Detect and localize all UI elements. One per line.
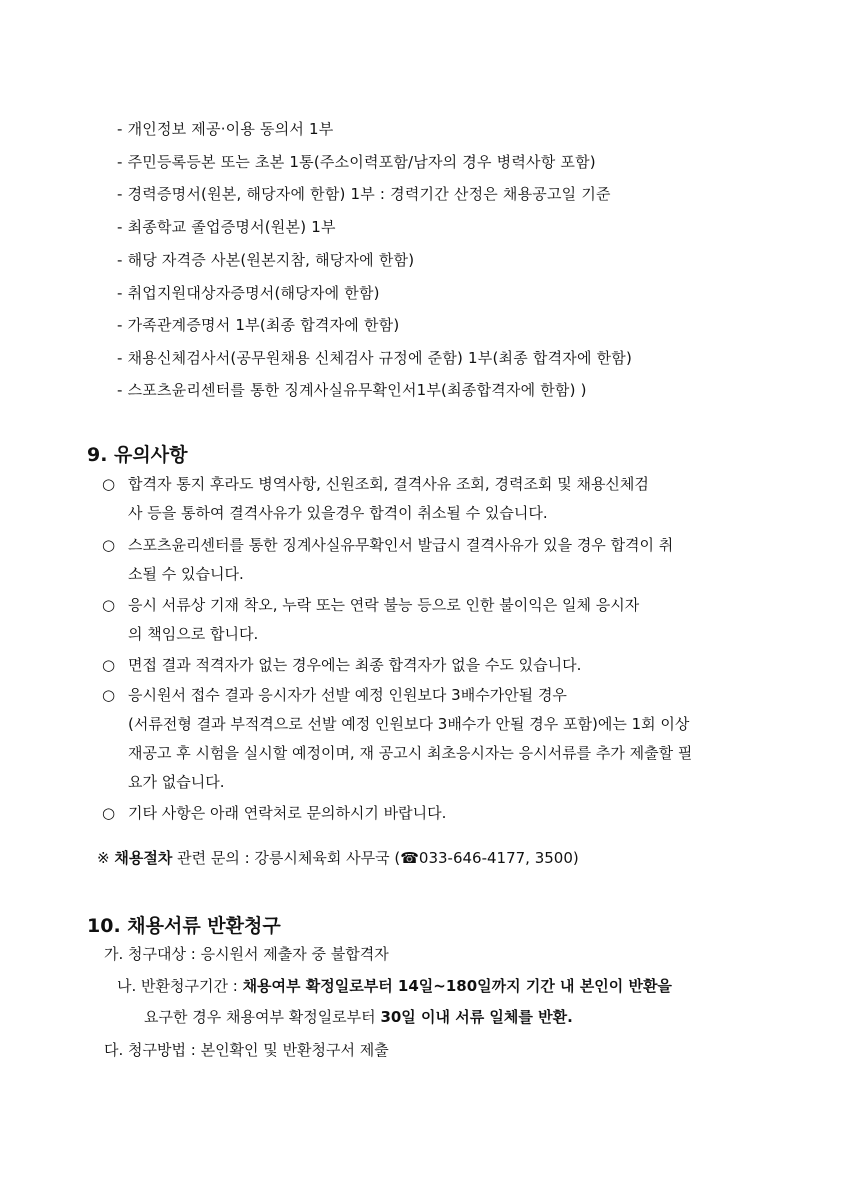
note-item — [102, 681, 792, 797]
circle-bullet-icon: ○ — [102, 536, 116, 554]
list-item: - 취업지원대상자증명서(해당자에 한함) — [117, 284, 380, 302]
return-item-b2-prefix: 요구한 경우 채용여부 확정일로부터 — [144, 1008, 381, 1026]
return-item-b-bold: 채용여부 확정일로부터 14일~180일까지 기간 내 본인이 반환을 — [242, 977, 672, 995]
note-text: 합격자 통지 후라도 병역사항, 신원조회, 결격사유 조회, 경력조회 및 채용신체검 — [128, 475, 649, 493]
return-item-b-cont — [144, 1006, 573, 1027]
circle-bullet-icon: ○ — [102, 475, 116, 493]
note-text: 기타 사항은 아래 연락처로 문의하시기 바랍니다. — [128, 804, 447, 822]
reference-mark-icon: ※ — [97, 849, 110, 867]
circle-bullet-icon: ○ — [102, 804, 116, 822]
section-10-title: 10. 채용서류 반환청구 — [87, 915, 281, 937]
return-item-b2-bold: 30일 이내 서류 일체를 반환. — [380, 1008, 573, 1026]
note-item — [102, 591, 792, 649]
note-text: 응시원서 접수 결과 응시자가 선발 예정 인원보다 3배수가안될 경우 — [128, 686, 567, 704]
return-item-b — [117, 975, 672, 996]
circle-bullet-icon: ○ — [102, 596, 116, 614]
contact-note — [97, 847, 579, 868]
note-text: 면접 결과 적격자가 없는 경우에는 최종 합격자가 없을 수도 있습니다. — [128, 656, 582, 674]
section-9-title: 9. 유의사항 — [87, 444, 188, 466]
list-item: - 스포츠윤리센터를 통한 징계사실유무확인서1부(최종합격자에 한함) ) — [117, 381, 587, 399]
contact-text: 관련 문의 : 강릉시체육회 사무국 (☎033-646-4177, 3500) — [172, 849, 579, 867]
return-item-a: 가. 청구대상 : 응시원서 제출자 중 불합격자 — [104, 945, 389, 963]
contact-bold-label: 채용절차 — [114, 849, 173, 867]
note-text-cont: (서류전형 결과 부적격으로 선발 예정 인원보다 3배수가 안될 경우 포함)에는 1회 이상 — [128, 715, 690, 733]
list-item: - 개인정보 제공·이용 동의서 1부 — [117, 120, 334, 138]
note-text-cont: 소될 수 있습니다. — [128, 565, 244, 583]
return-item-b-prefix: 나. 반환청구기간 : — [117, 977, 243, 995]
list-item: - 가족관계증명서 1부(최종 합격자에 한함) — [117, 316, 400, 334]
note-item — [102, 799, 792, 828]
circle-bullet-icon: ○ — [102, 686, 116, 704]
note-text-cont: 의 책임으로 합니다. — [128, 625, 259, 643]
list-item: - 해당 자격증 사본(원본지참, 해당자에 한함) — [117, 251, 415, 269]
note-item — [102, 470, 792, 528]
list-item: - 경력증명서(원본, 해당자에 한함) 1부 : 경력기간 산정은 채용공고일 기준 — [117, 185, 611, 203]
note-item — [102, 651, 792, 680]
list-item: - 채용신체검사서(공무원채용 신체검사 규정에 준함) 1부(최종 합격자에 한함) — [117, 349, 633, 367]
note-text-cont: 재공고 후 시험을 실시할 예정이며, 재 공고시 최초응시자는 응시서류를 추가 제출할 필 — [128, 744, 693, 762]
return-item-c: 다. 청구방법 : 본인확인 및 반환청구서 제출 — [104, 1041, 389, 1059]
list-item: - 주민등록등본 또는 초본 1통(주소이력포함/남자의 경우 병력사항 포함) — [117, 153, 596, 171]
note-item — [102, 531, 792, 589]
note-text-cont: 사 등을 통하여 결격사유가 있을경우 합격이 취소될 수 있습니다. — [128, 504, 548, 522]
note-text: 응시 서류상 기재 착오, 누락 또는 연락 불능 등으로 인한 불이익은 일체 응시자 — [128, 596, 640, 614]
circle-bullet-icon: ○ — [102, 656, 116, 674]
note-text: 스포츠윤리센터를 통한 징계사실유무확인서 발급시 결격사유가 있을 경우 합격이 취 — [128, 536, 674, 554]
note-text-cont: 요가 없습니다. — [128, 773, 225, 791]
list-item: - 최종학교 졸업증명서(원본) 1부 — [117, 218, 336, 236]
